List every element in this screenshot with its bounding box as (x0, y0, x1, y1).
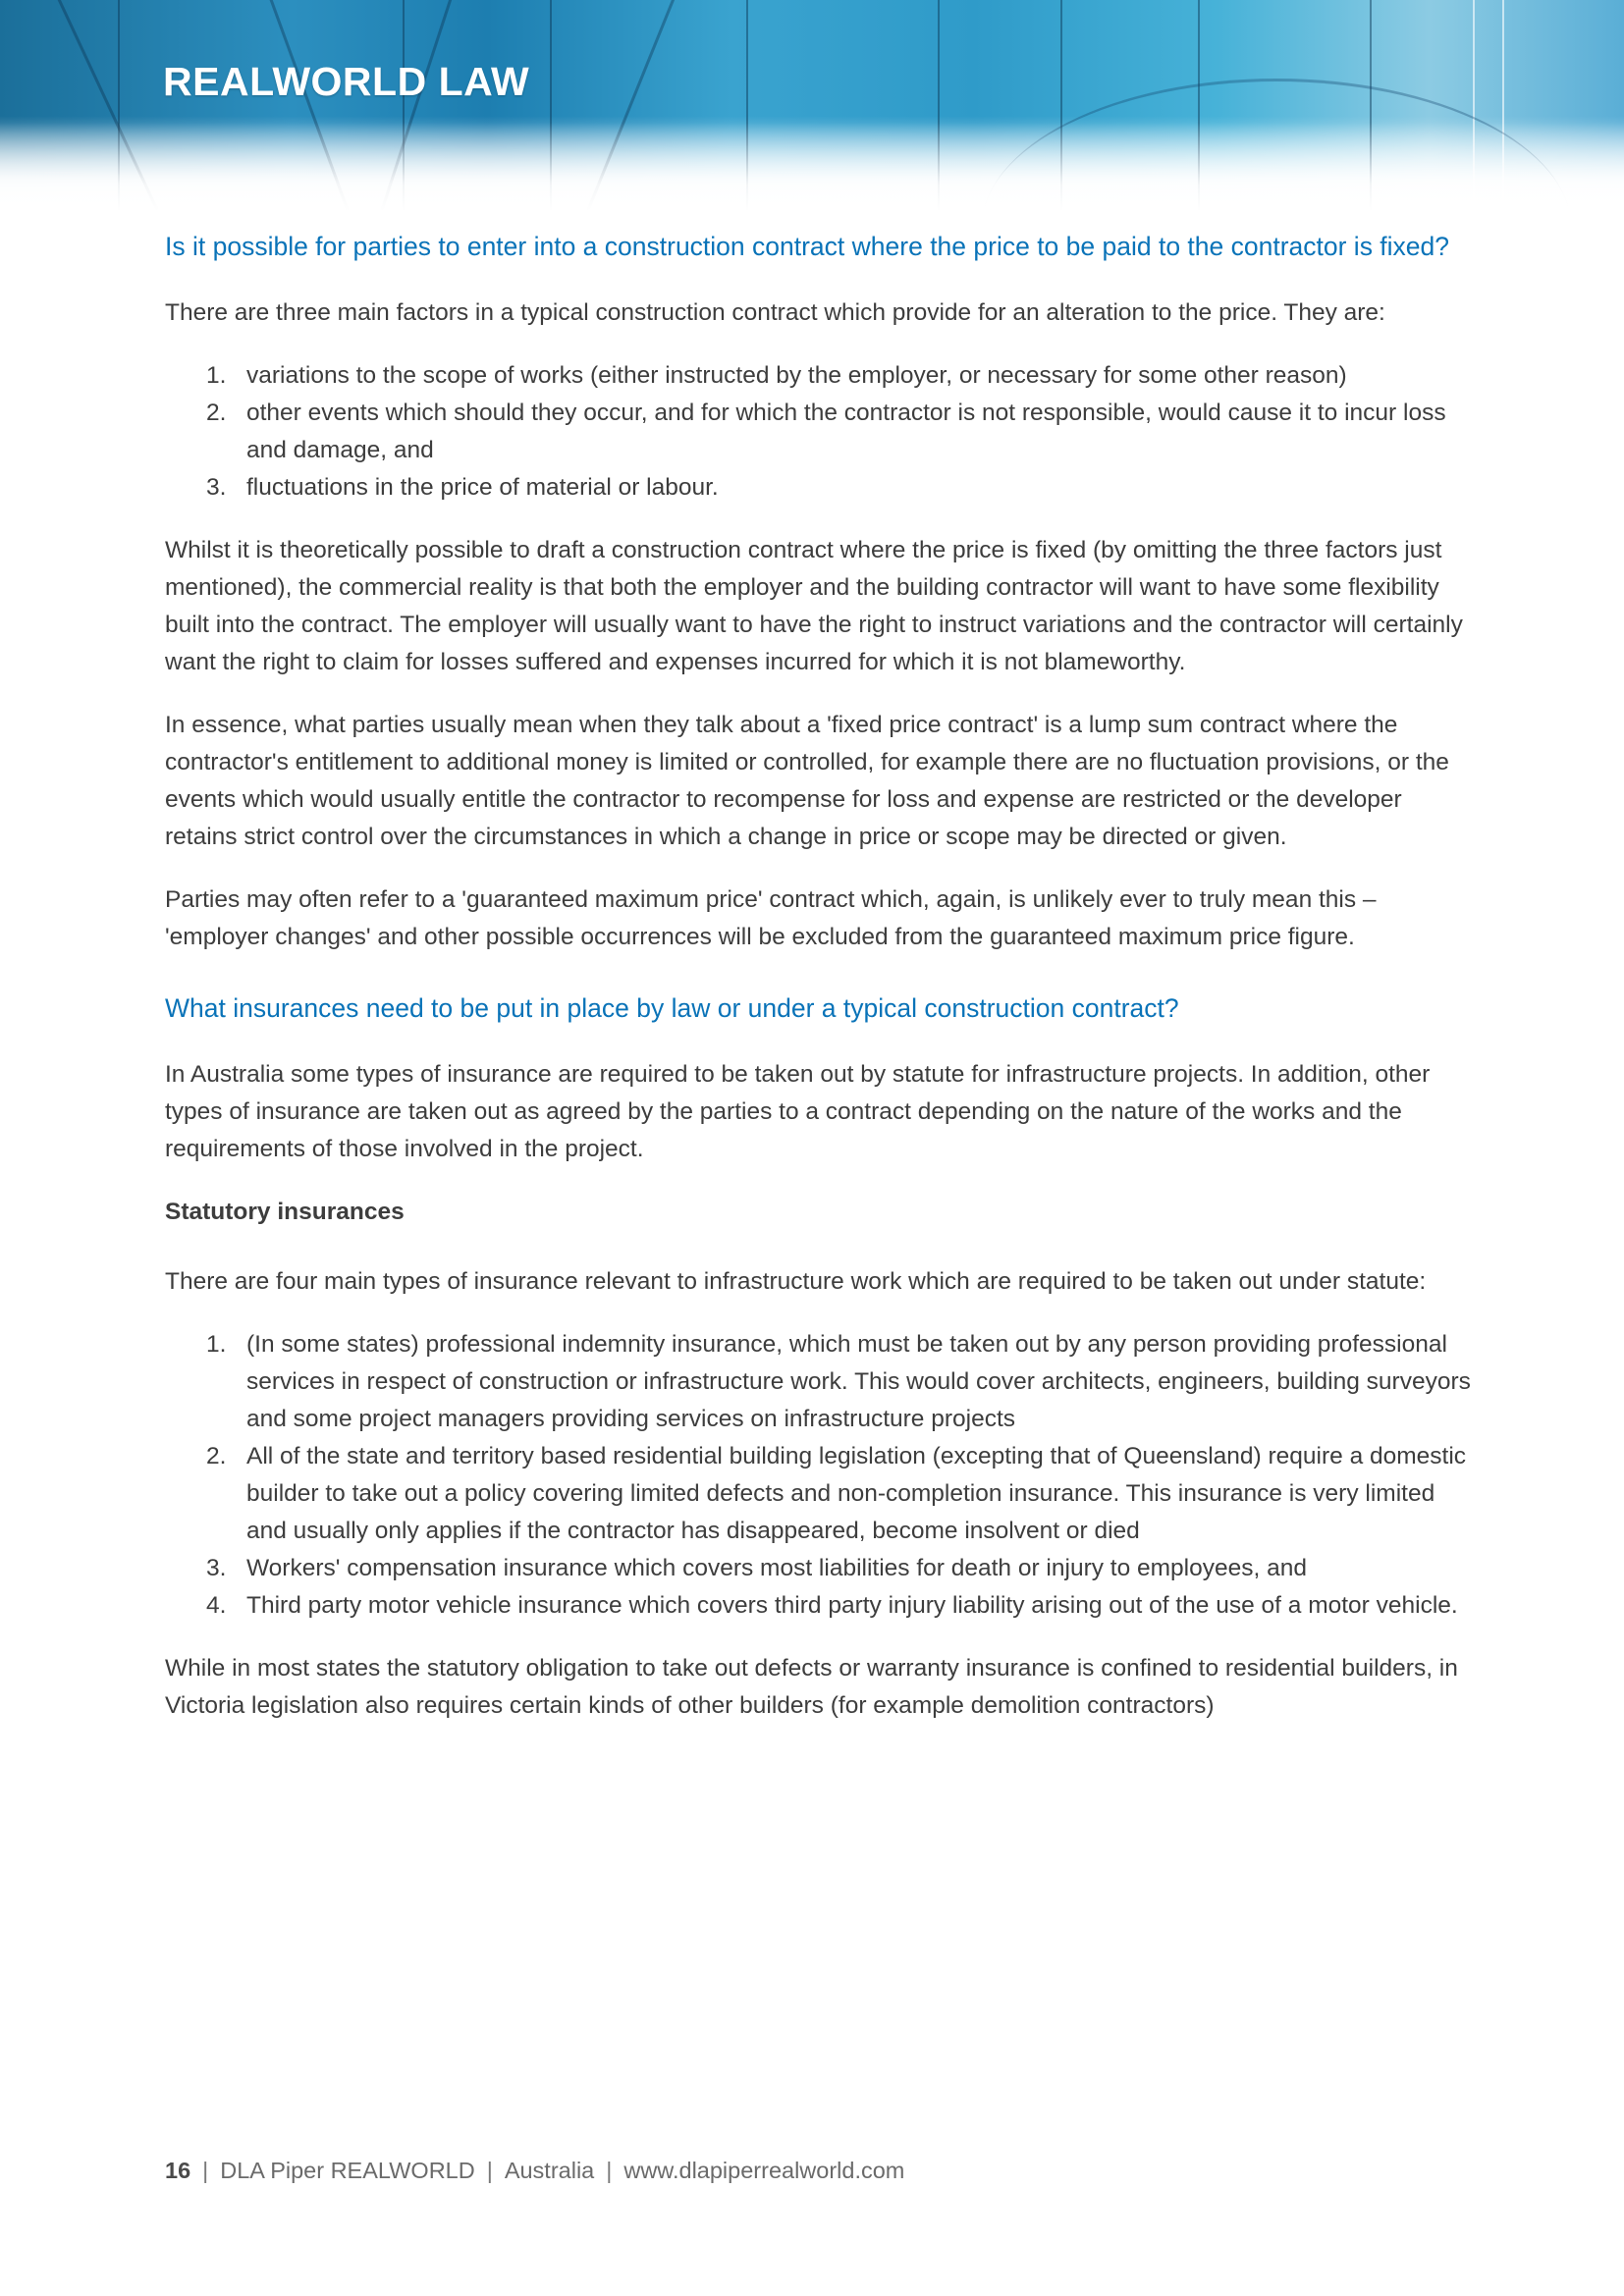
list-item (165, 1438, 1481, 1550)
price-factors-list (165, 357, 1481, 507)
footer-separator: | (606, 2158, 613, 2183)
list-number: 1. (206, 1331, 227, 1358)
footer-separator: | (486, 2158, 493, 2183)
list-item-text: Third party motor vehicle insurance which covers third party injury liability arising out of the use of a motor vehicle. (246, 1592, 1458, 1619)
banner-fade (0, 123, 1624, 211)
list-item-text: variations to the scope of works (either instructed by the employer, or necessary for some other reason) (246, 362, 1347, 389)
section-heading-fixed-price: Is it possible for parties to enter into a construction contract where the price to be paid to the contractor is fixed? (165, 232, 1450, 261)
page-footer (165, 2158, 904, 2184)
footer-publication: DLA Piper REALWORLD (220, 2158, 475, 2183)
paragraph: In Australia some types of insurance are required to be taken out by statute for infrastructure projects. In addition, other types of insurance are taken out as agreed by the parties to a contract depending on the nature of the works and the requirements of those involved in the project. (165, 1061, 1431, 1162)
page-number: 16 (165, 2158, 191, 2183)
list-number: 1. (206, 362, 227, 389)
footer-country: Australia (504, 2158, 595, 2183)
paragraph: While in most states the statutory obligation to take out defects or warranty insurance is confined to residential builders, in Victoria legislation also requires certain kinds of other builders (for example demolition contractors) (165, 1655, 1458, 1719)
list-item (165, 357, 1481, 395)
list-item (165, 1326, 1481, 1438)
list-item (165, 395, 1481, 469)
list-number: 2. (206, 1443, 227, 1469)
header-banner (0, 0, 1624, 211)
list-number: 3. (206, 1555, 227, 1581)
list-item-text: fluctuations in the price of material or labour. (246, 474, 719, 501)
paragraph: There are four main types of insurance relevant to infrastructure work which are required to be taken out under statute: (165, 1268, 1427, 1295)
banner-title: REALWORLD LAW (163, 59, 530, 104)
section-heading-insurances: What insurances need to be put in place by law or under a typical construction contract? (165, 993, 1179, 1023)
list-item-text: other events which should they occur, and for which the contractor is not responsible, would cause it to incur loss and damage, and (246, 400, 1446, 463)
paragraph: Whilst it is theoretically possible to draft a construction contract where the price is fixed (by omitting the three factors just mentioned), the commercial reality is that both the employer and the building contractor will want to have some flexibility built into the contract. The employer will usually want to have the right to instruct variations and the contractor will certainly want the right to claim for losses suffered and expenses incurred for which it is not blameworthy. (165, 537, 1463, 675)
paragraph: There are three main factors in a typical construction contract which provide for an alteration to the price. They are: (165, 299, 1385, 326)
list-item-text: Workers' compensation insurance which covers most liabilities for death or injury to employees, and (246, 1555, 1307, 1581)
subheading-statutory-insurances: Statutory insurances (165, 1199, 405, 1225)
list-item (165, 469, 1481, 507)
list-number: 4. (206, 1592, 227, 1619)
paragraph: Parties may often refer to a 'guaranteed maximum price' contract which, again, is unlikely ever to truly mean this – 'employer changes' and other possible occurrences will be excluded from the guaranteed maximum price figure. (165, 886, 1377, 950)
list-item (165, 1550, 1481, 1587)
document-body (165, 228, 1481, 1750)
list-item-text: (In some states) professional indemnity insurance, which must be taken out by any person providing professional services in respect of construction or infrastructure work. This would cover architects, engineers, building surveyors and some project managers providing services on infrastructure projects (246, 1331, 1471, 1432)
paragraph: In essence, what parties usually mean when they talk about a 'fixed price contract' is a lump sum contract where the contractor's entitlement to additional money is limited or controlled, for example there are no fluctuation provisions, or the events which would usually entitle the contractor to recompense for loss and expense are restricted or the developer retains strict control over the circumstances in which a change in price or scope may be directed or given. (165, 712, 1449, 850)
footer-website-link[interactable]: www.dlapiperrealworld.com (623, 2158, 905, 2183)
list-item-text: All of the state and territory based residential building legislation (excepting that of Queensland) require a domestic builder to take out a policy covering limited defects and non-completion insurance. This insurance is very limited and usually only applies if the contractor has disappeared, become insolvent or died (246, 1443, 1467, 1544)
footer-separator: | (202, 2158, 209, 2183)
list-item (165, 1587, 1481, 1625)
list-number: 2. (206, 400, 227, 426)
list-number: 3. (206, 474, 227, 501)
statutory-insurance-list (165, 1326, 1481, 1625)
